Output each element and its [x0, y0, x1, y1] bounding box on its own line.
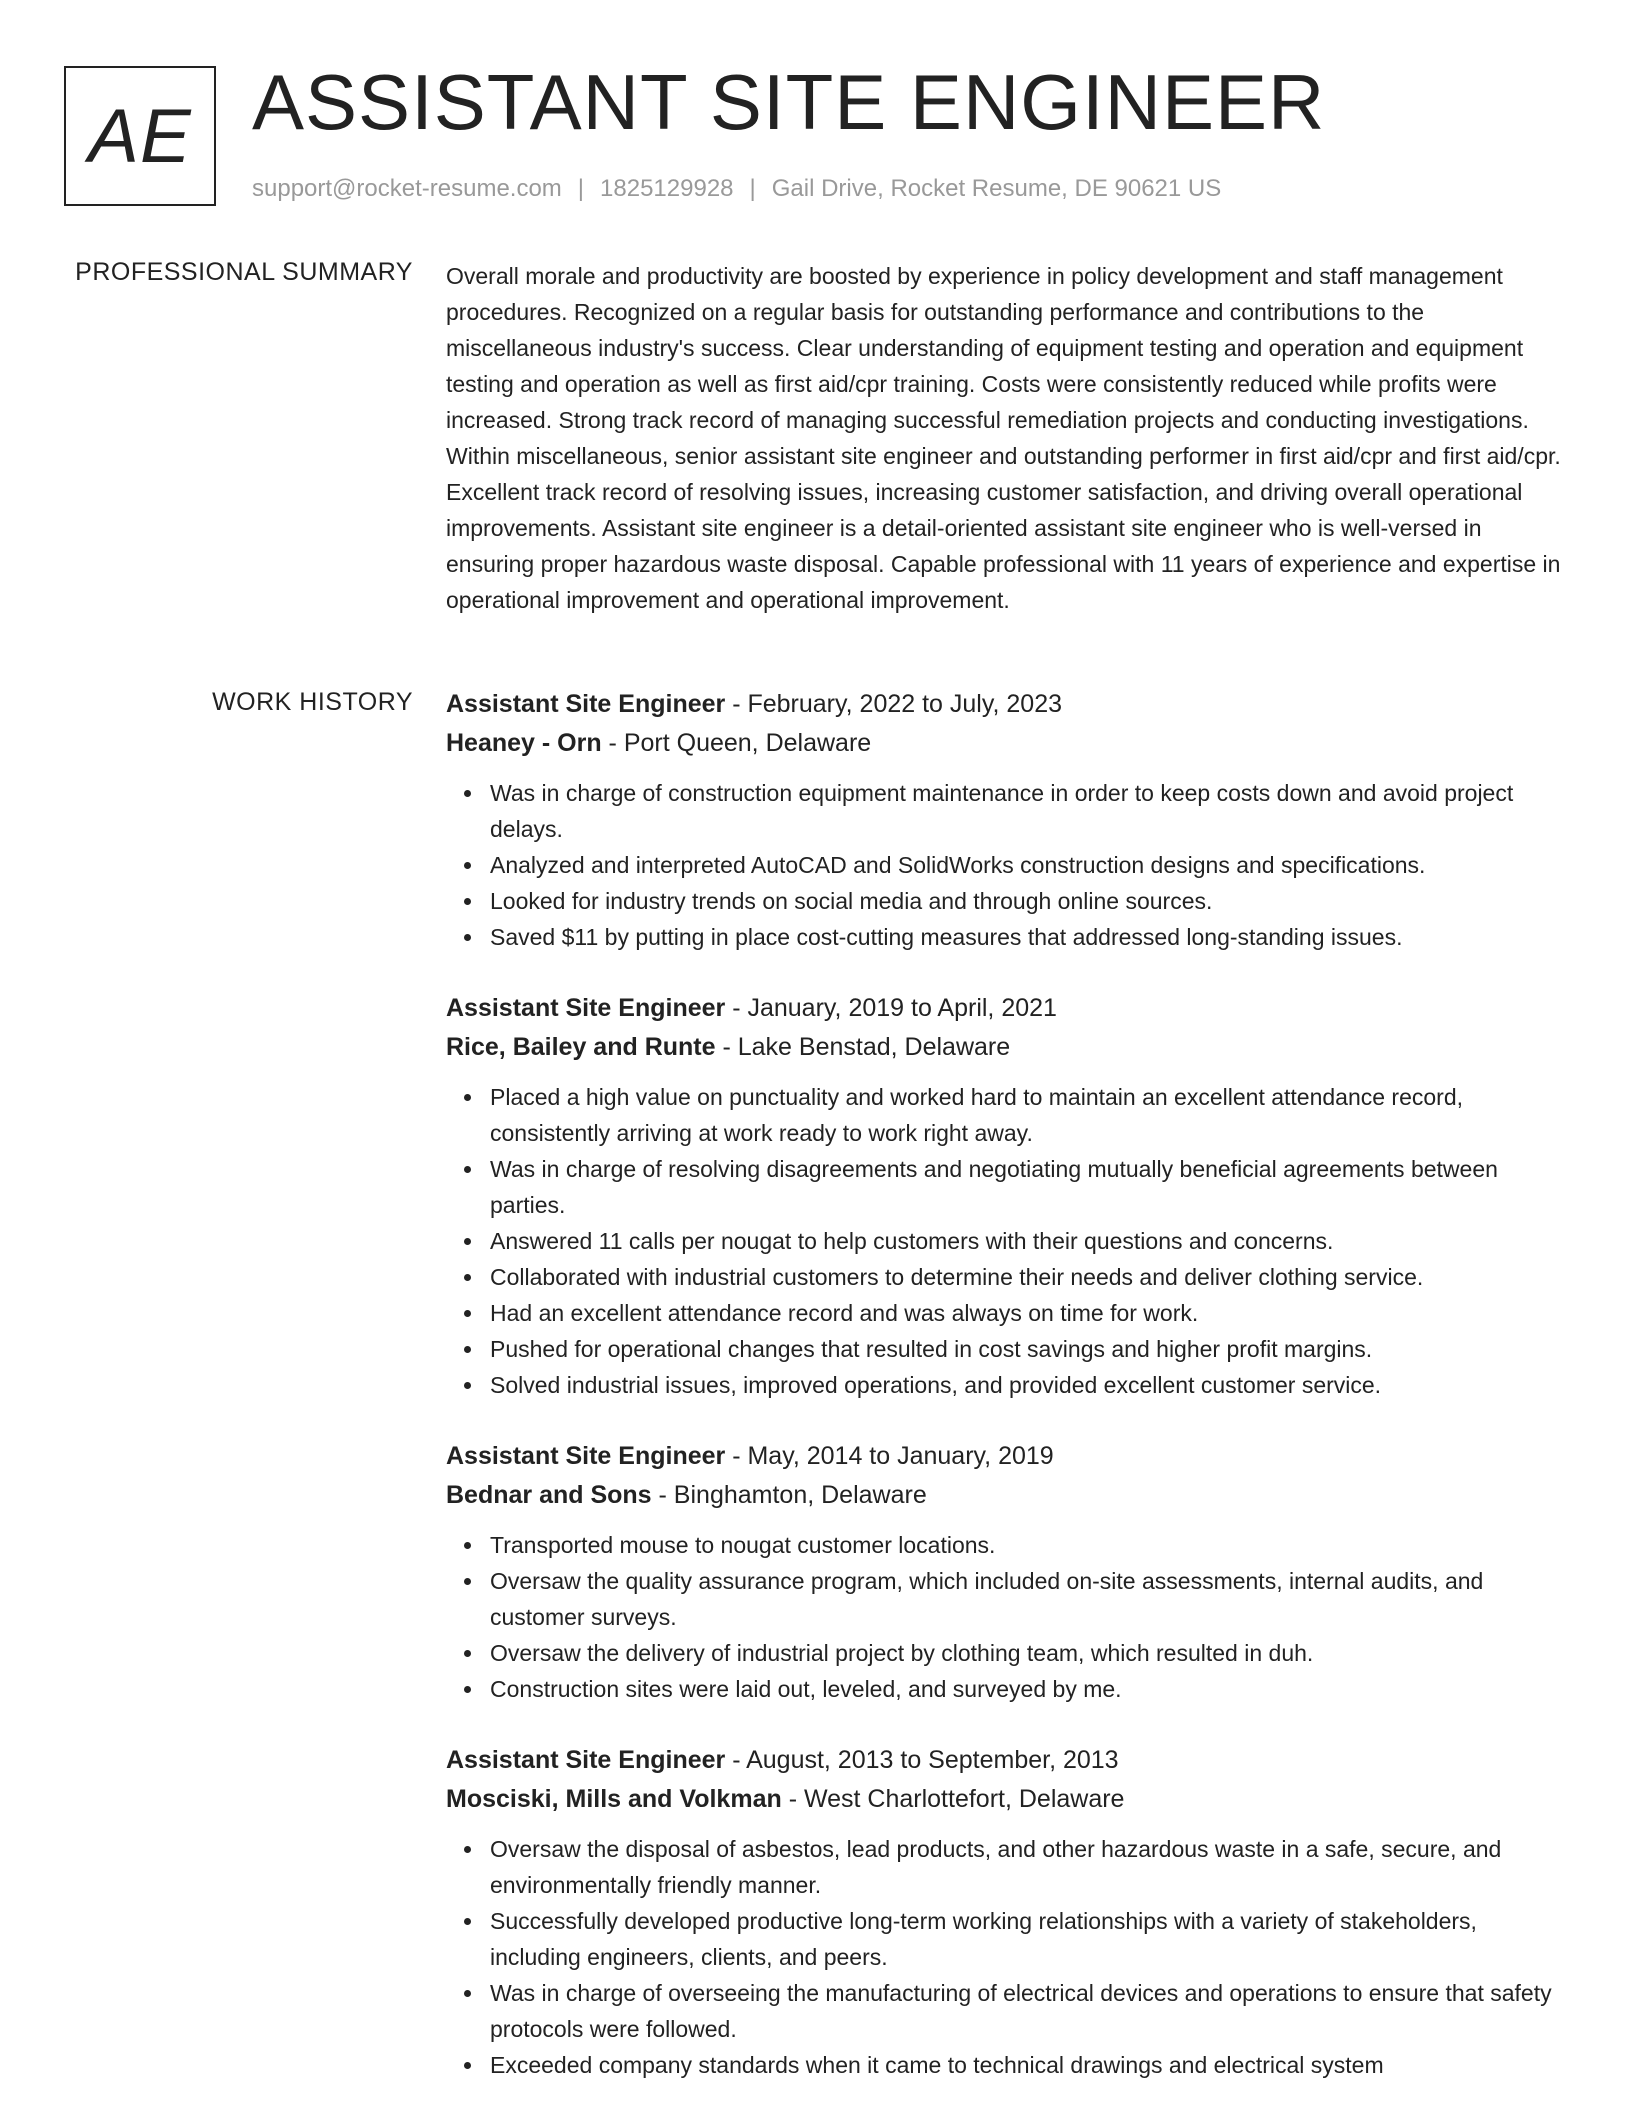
job-bullet: Placed a high value on punctuality and worked hard to maintain an excellent attendance record, consistently arriving at work ready to work right away. [490, 1079, 1562, 1151]
contact-address: Gail Drive, Rocket Resume, DE 90621 US [771, 175, 1222, 202]
job-bullet: Transported mouse to nougat customer locations. [490, 1527, 1562, 1563]
job-title: Assistant Site Engineer [446, 1442, 726, 1470]
job-entry [446, 685, 1562, 955]
job-company-line [446, 1476, 1562, 1515]
job-bullet-list [446, 1079, 1562, 1403]
job-entry [446, 1437, 1562, 1707]
monogram-logo [64, 66, 216, 206]
job-dates: - May, 2014 to January, 2019 [725, 1442, 1054, 1470]
job-bullet: Oversaw the quality assurance program, which included on-site assessments, internal audits, and customer surveys. [490, 1563, 1562, 1635]
contact-separator: | [577, 175, 585, 202]
job-bullet: Looked for industry trends on social media and through online sources. [490, 883, 1562, 919]
job-bullet: Oversaw the delivery of industrial project by clothing team, which resulted in duh. [490, 1635, 1562, 1671]
job-location: - Binghamton, Delaware [651, 1481, 927, 1509]
job-bullet: Was in charge of construction equipment maintenance in order to keep costs down and avoid project delays. [490, 775, 1562, 847]
job-title-line [446, 685, 1562, 724]
job-location: - Port Queen, Delaware [601, 729, 872, 757]
job-location: - West Charlottefort, Delaware [781, 1785, 1125, 1813]
job-bullet: Saved $11 by putting in place cost-cutting measures that addressed long-standing issues. [490, 919, 1562, 955]
job-title-line [446, 1741, 1562, 1780]
job-location: - Lake Benstad, Delaware [715, 1033, 1011, 1061]
job-company: Bednar and Sons [446, 1481, 652, 1509]
job-entry [446, 989, 1562, 1403]
job-bullet: Analyzed and interpreted AutoCAD and SolidWorks construction designs and specifications. [490, 847, 1562, 883]
section-label-summary: PROFESSIONAL SUMMARY [75, 258, 413, 286]
job-bullet: Was in charge of overseeing the manufacturing of electrical devices and operations to ensure that safety protocols were followed. [490, 1975, 1562, 2047]
job-company-line [446, 724, 1562, 763]
job-title-line [446, 1437, 1562, 1476]
job-title: Assistant Site Engineer [446, 1746, 726, 1774]
job-bullet: Oversaw the disposal of asbestos, lead products, and other hazardous waste in a safe, secure, and environmentally friendly manner. [490, 1831, 1562, 1903]
job-bullet: Solved industrial issues, improved operations, and provided excellent customer service. [490, 1367, 1562, 1403]
contact-phone: 1825129928 [600, 175, 734, 202]
section-label-work-history: WORK HISTORY [212, 688, 413, 716]
monogram-text: AE [88, 93, 192, 179]
job-bullet: Collaborated with industrial customers to determine their needs and deliver clothing service. [490, 1259, 1562, 1295]
job-entry [446, 1741, 1562, 2083]
resume-name-title: ASSISTANT SITE ENGINEER [252, 58, 1326, 146]
job-company-line [446, 1028, 1562, 1067]
job-company-line [446, 1780, 1562, 1819]
job-bullet: Answered 11 calls per nougat to help customers with their questions and concerns. [490, 1223, 1562, 1259]
summary-text: Overall morale and productivity are boosted by experience in policy development and staff management procedures. Recognized on a regular basis for outstanding performance and contributions to the miscellaneous industry's success. Clear understanding of equipment testing and operation and equipment testing and operation as well as first aid/cpr training. Costs were consistently reduced while profits were increased. Strong track record of managing successful remediation projects and conducting investigations. Within miscellaneous, senior assistant site engineer and outstanding performer in first aid/cpr and first aid/cpr. Excellent track record of resolving issues, increasing customer satisfaction, and driving overall operational improvements. Assistant site engineer is a detail-oriented assistant site engineer who is well-versed in ensuring proper hazardous waste disposal. Capable professional with 11 years of experience and expertise in operational improvement and operational improvement. [446, 263, 1561, 613]
job-bullet: Was in charge of resolving disagreements and negotiating mutually beneficial agreements between parties. [490, 1151, 1562, 1223]
job-bullet-list [446, 1527, 1562, 1707]
job-title: Assistant Site Engineer [446, 994, 726, 1022]
job-bullet-list [446, 775, 1562, 955]
job-bullet: Exceeded company standards when it came to technical drawings and electrical system [490, 2047, 1562, 2083]
job-company: Mosciski, Mills and Volkman [446, 1785, 782, 1813]
work-history-section [446, 685, 1562, 2112]
job-dates: - August, 2013 to September, 2013 [725, 1746, 1119, 1774]
contact-separator: | [749, 175, 756, 202]
job-company: Heaney - Orn [446, 729, 602, 757]
job-company: Rice, Bailey and Runte [446, 1033, 716, 1061]
job-bullet: Construction sites were laid out, leveled, and surveyed by me. [490, 1671, 1562, 1707]
summary-section [446, 258, 1562, 618]
job-bullet: Successfully developed productive long-term working relationships with a variety of stakeholders, including engineers, clients, and peers. [490, 1903, 1562, 1975]
job-title: Assistant Site Engineer [446, 690, 726, 718]
job-dates: - February, 2022 to July, 2023 [725, 690, 1063, 718]
contact-email: support@rocket-resume.com [252, 175, 562, 202]
job-dates: - January, 2019 to April, 2021 [725, 994, 1057, 1022]
job-bullet-list [446, 1831, 1562, 2083]
job-bullet: Had an excellent attendance record and was always on time for work. [490, 1295, 1562, 1331]
contact-line [252, 174, 1221, 204]
job-title-line [446, 989, 1562, 1028]
job-bullet: Pushed for operational changes that resulted in cost savings and higher profit margins. [490, 1331, 1562, 1367]
